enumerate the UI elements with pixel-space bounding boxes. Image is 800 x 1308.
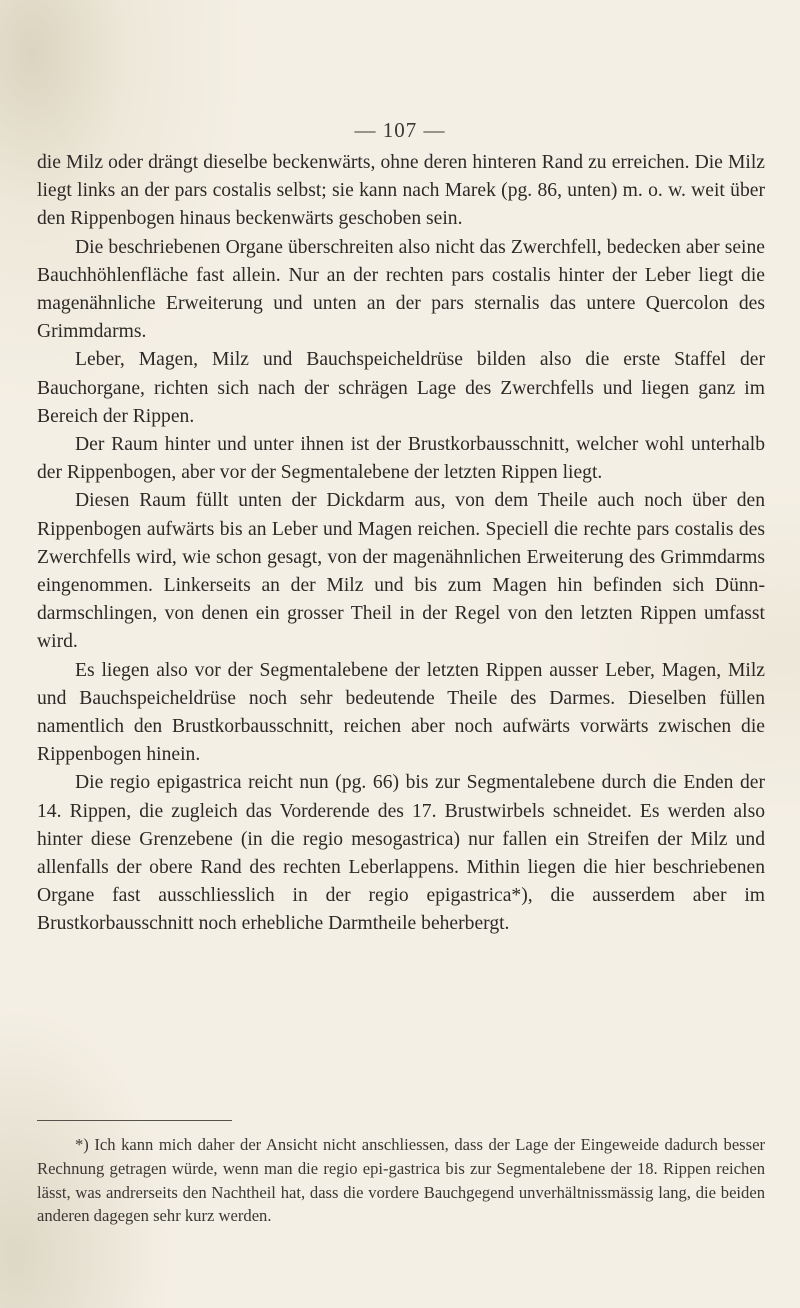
paragraph: Diesen Raum füllt unten der Dickdarm aus, von dem Theile auch noch über den Rippenbogen aufwärts bis an Leber und Magen reichen. Speciell die rechte pars costalis des Zwerchfells wird, wie schon gesagt, von der magenähnlichen Erweiterung des Grimmdarms eingenommen. Linkerseits an der Milz und bis zum Magen hin befinden sich Dünn-darmschlingen, von denen ein grosser Theil in der Regel von den letzten Rippen umfasst wird. (37, 490, 765, 653)
paragraph: Der Raum hinter und unter ihnen ist der Brustkorbausschnitt, welcher wohl unterhalb der Rippenbogen, aber vor der Segmentalebene der letzten Rippen liegt. (37, 434, 765, 484)
page-number: — 107 — (354, 118, 446, 142)
paragraph: Es liegen also vor der Segmentalebene der letzten Rippen ausser Leber, Magen, Milz und Bauchspeicheldrüse noch sehr bedeutende Theile des Darmes. Dieselben füllen namentlich den Brustkorbausschnitt, reichen aber noch aufwärts vorwärts zwischen die Rippenbogen hinein. (37, 659, 765, 766)
paragraph: Die beschriebenen Organe überschreiten also nicht das Zwerchfell, bedecken aber seine Bauchhöhlenfläche fast allein. Nur an der rechten pars costalis hinter der Leber liegt die magenähnliche Erweiterung und unten an der pars sternalis das untere Quercolon des Grimmdarms. (37, 236, 765, 343)
footnote-divider (37, 1120, 232, 1121)
paragraph: Die regio epigastrica reicht nun (pg. 66) bis zur Segmentalebene durch die Enden der 14. Rippen, die zugleich das Vorderende des 17. Brustwirbels schneidet. Es werden also hinter diese Grenzebene (in die regio mesogastrica) nur fallen ein Streifen der Milz und allenfalls der obere Rand des rechten Leberlappens. Mithin liegen die hier beschriebenen Organe fast ausschliesslich in der regio epigastrica*), die ausserdem aber im Brustkorbausschnitt noch erhebliche Darmtheile beherbergt. (37, 772, 765, 935)
paragraph: Leber, Magen, Milz und Bauchspeicheldrüse bilden also die erste Staffel der Bauchorgane, richten sich nach der schrägen Lage des Zwerchfells und liegen ganz im Bereich der Rippen. (37, 349, 765, 427)
paragraph-continuation: die Milz oder drängt dieselbe beckenwärts, ohne deren hinteren Rand zu erreichen. Die Milz liegt links an der pars costalis selbst; sie kann nach Marek (pg. 86, unten) m. o. w. weit über den Rippenbogen hinaus beckenwärts geschoben sein. (37, 152, 765, 230)
body-text (37, 149, 765, 939)
footnote: *) Ich kann mich daher der Ansicht nicht anschliessen, dass der Lage der Eingeweide dadurch besser Rechnung getragen würde, wenn man die regio epi-gastrica bis zur Segmentalebene der 18. Rippen reichen lässt, was andrerseits den Nachtheil hat, dass die vordere Bauchgegend unverhältnissmässig lang, die beiden anderen dagegen sehr kurz werden. (37, 1135, 765, 1226)
